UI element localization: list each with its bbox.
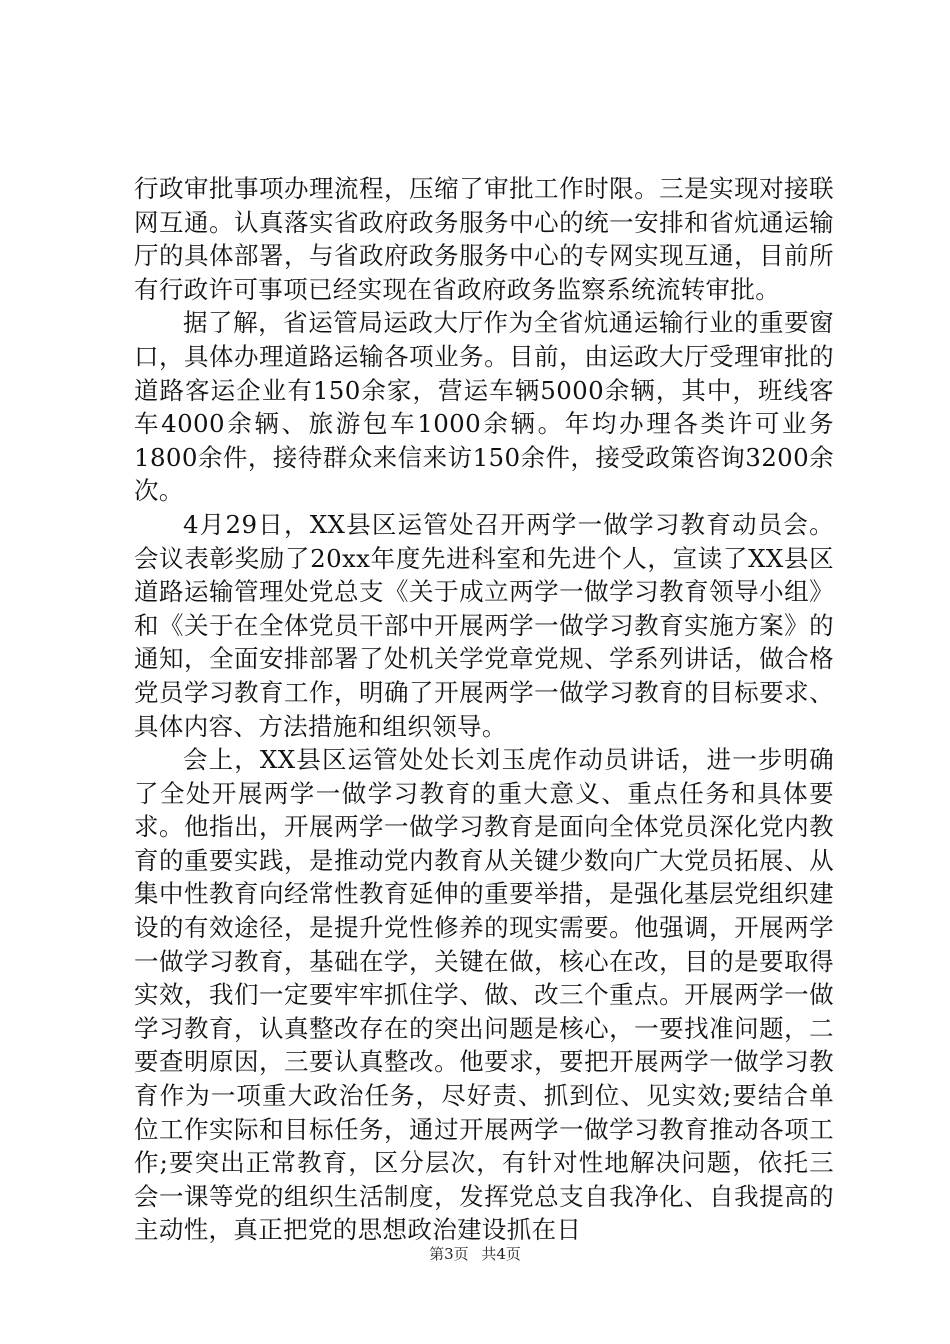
paragraph-mobilization-meeting: 4月29日，XX县区运管处召开两学一做学习教育动员会。会议表彰奖励了20xx年度先进科室和先进个人，宣读了XX县区道路运输管理处党总支《关于成立两学一做学习教育领导小组》和《关于在全体党员干部中开展两学一做学习教育实施方案》的通知，全面安排部署了处机关学党章党规、学系列讲话，做合格党员学习教育工作，明确了开展两学一做学习教育的目标要求、具体内容、方法措施和组织领导。 (134, 509, 834, 741)
paragraph-operations-hall: 据了解，省运管局运政大厅作为全省炕通运输行业的重要窗口，具体办理道路运输各项业务。目前，由运政大厅受理审批的道路客运企业有150余家，营运车辆5000余辆，其中，班线客车4000余辆、旅游包车1000余辆。年均办理各类许可业务1800余件，接待群众来信来访150余件，接受政策咨询3200余次。 (134, 308, 834, 506)
paragraph-continuation: 行政审批事项办理流程，压缩了审批工作时限。三是实现对接联网互通。认真落实省政府政务服务中心的统一安排和省炕通运输厅的具体部署，与省政府政务服务中心的专网实现互通，目前所有行政许可事项已经实现在省政府政务监察系统流转审批。 (134, 174, 834, 304)
document-body (134, 172, 834, 1247)
paragraph-director-speech: 会上，XX县区运管处处长刘玉虎作动员讲话，进一步明确了全处开展两学一做学习教育的重大意义、重点任务和具体要求。他指出，开展两学一做学习教育是面向全体党员深化党内教育的重要实践，是推动党内教育从关键少数向广大党员拓展、从集中性教育向经常性教育延伸的重要举措，是强化基层党组织建设的有效途径，是提升党性修养的现实需要。他强调，开展两学一做学习教育，基础在学，关键在做，核心在改，目的是要取得实效，我们一定要牢牢抓住学、做、改三个重点。开展两学一做学习教育，认真整改存在的突出问题是核心，一要找准问题，二要查明原因，三要认真整改。他要求，要把开展两学一做学习教育作为一项重大政治任务，尽好责、抓到位、见实效;要结合单位工作实际和目标任务，通过开展两学一做学习教育推动各项工作;要突出正常教育，区分层次，有针对性地解决问题，依托三会一课等党的组织生活制度，发挥党总支自我净化、自我提高的主动性，真正把党的思想政治建设抓在日 (134, 745, 834, 1245)
page-total: 共4页 (481, 1245, 521, 1263)
page-number: 第3页 (429, 1245, 469, 1263)
page-footer (0, 1244, 950, 1264)
